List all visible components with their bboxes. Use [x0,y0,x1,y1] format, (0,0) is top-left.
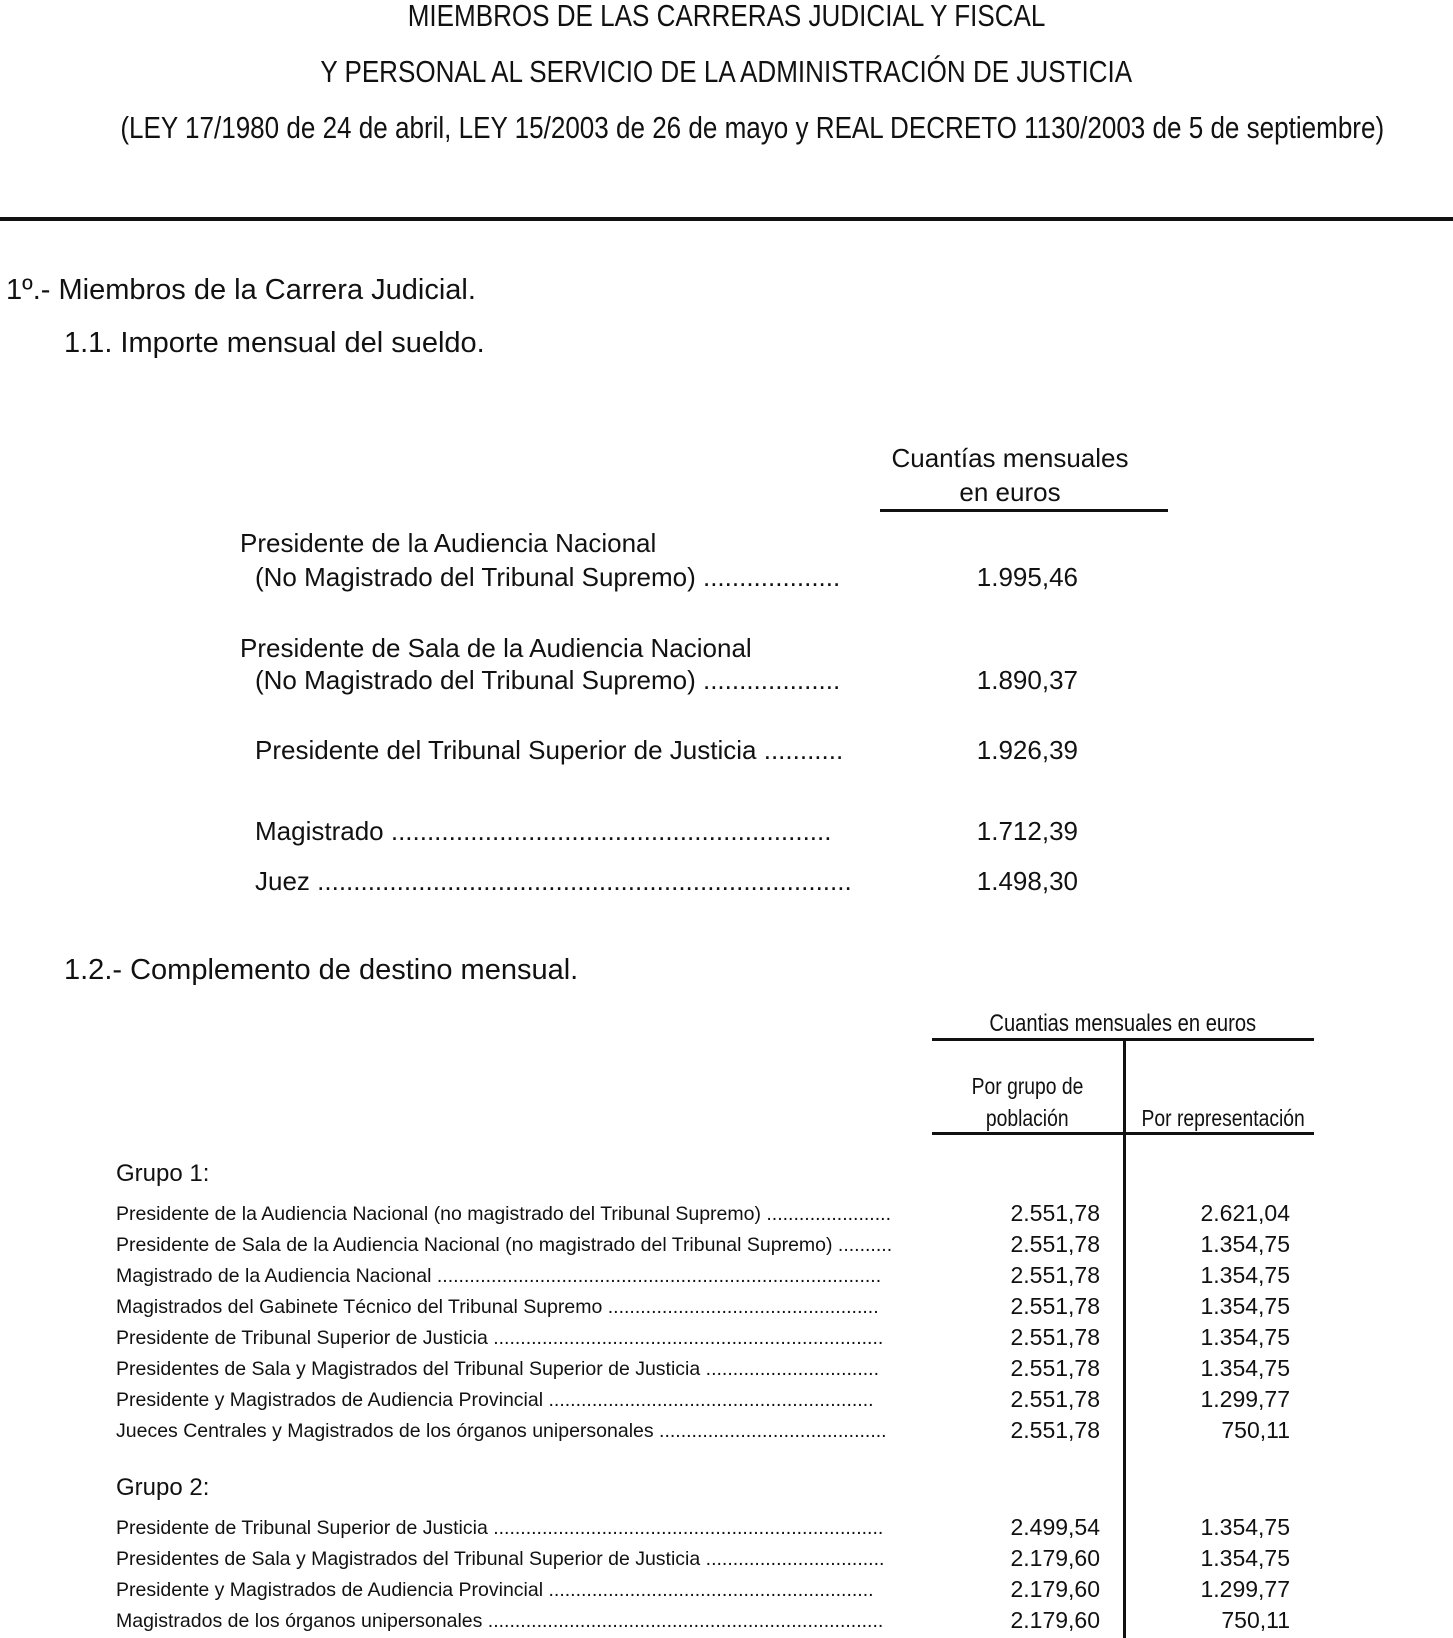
sueldo-row-label: Magistrado ............................................................. [255,816,832,846]
section-1-heading: 1º.- Miembros de la Carrera Judicial. [6,274,476,306]
destino-row-poblacion: 2.551,78 [1010,1231,1100,1257]
sueldo-row-value: 1.890,37 [976,665,1078,695]
destino-col-representacion-header: Por representación [1141,1105,1305,1131]
destino-row-poblacion: 2.551,78 [1010,1262,1100,1288]
destino-row-poblacion: 2.551,78 [1010,1200,1100,1226]
destino-row-label: Presidente de la Audiencia Nacional (no magistrado del Tribunal Supremo) ....................... [116,1203,891,1225]
destino-row-representacion: 1.354,75 [1200,1231,1290,1257]
sueldo-row-label: Juez .......................................................................... [255,866,852,896]
destino-row-label: Presidentes de Sala y Magistrados del Tribunal Superior de Justicia ................................ [116,1358,880,1380]
destino-row-representacion: 1.299,77 [1200,1576,1290,1602]
destino-row-label: Presidentes de Sala y Magistrados del Tribunal Superior de Justicia ................................. [116,1548,885,1570]
destino-row-poblacion: 2.179,60 [1010,1545,1100,1571]
destino-row-label: Magistrados de los órganos unipersonales ......................................................................... [116,1610,884,1632]
sueldo-row-label-line-1: Presidente de Sala de la Audiencia Nacional [240,633,752,663]
sueldo-row-label: Presidente del Tribunal Superior de Justicia ........... [255,735,844,765]
destino-row-representacion: 1.354,75 [1200,1262,1290,1288]
destino-header-underline [932,1132,1314,1135]
destino-row-representacion: 1.354,75 [1200,1355,1290,1381]
destino-row-representacion: 1.354,75 [1200,1514,1290,1540]
destino-col-poblacion-header: Por grupo de población [971,1073,1084,1131]
destino-row-poblacion: 2.551,78 [1010,1324,1100,1350]
section-1-2-heading: 1.2.- Complemento de destino mensual. [64,954,579,986]
destino-row-representacion: 1.354,75 [1200,1293,1290,1319]
sueldo-row-label-line-2: (No Magistrado del Tribunal Supremo) ................... [255,665,841,695]
destino-row-label: Presidente de Tribunal Superior de Justicia ........................................................................ [116,1517,884,1539]
section-1-1-heading: 1.1. Importe mensual del sueldo. [64,327,485,359]
destino-row-representacion: 1.354,75 [1200,1545,1290,1571]
destino-row-poblacion: 2.551,78 [1010,1386,1100,1412]
grupo-2-heading: Grupo 2: [116,1474,210,1501]
sueldo-row-value: 1.712,39 [976,816,1078,846]
document-title-line-1: MIEMBROS DE LAS CARRERAS JUDICIAL Y FISCAL [407,0,1046,33]
destino-row-label: Presidente de Sala de la Audiencia Nacional (no magistrado del Tribunal Supremo) .......... [116,1234,893,1256]
destino-group-header: Cuantias mensuales en euros [989,1010,1257,1037]
destino-row-label: Presidente y Magistrados de Audiencia Provincial ............................................................ [116,1579,874,1601]
destino-row-poblacion: 2.551,78 [1010,1293,1100,1319]
destino-row-poblacion: 2.551,78 [1010,1417,1100,1443]
destino-row-representacion: 1.299,77 [1200,1386,1290,1412]
destino-row-representacion: 1.354,75 [1200,1324,1290,1350]
destino-row-poblacion: 2.499,54 [1010,1514,1100,1540]
destino-row-label: Presidente de Tribunal Superior de Justicia ........................................................................ [116,1327,884,1349]
destino-row-label: Magistrados del Gabinete Técnico del Tribunal Supremo .................................................. [116,1296,879,1318]
sueldo-row-value: 1.995,46 [976,562,1078,592]
destino-row-label: Magistrado de la Audiencia Nacional .................................................................................. [116,1265,882,1287]
sueldo-column-header-line-2: en euros [959,477,1061,507]
header-divider [0,217,1453,221]
sueldo-row-value: 1.498,30 [976,866,1078,896]
destino-row-representacion: 2.621,04 [1200,1200,1290,1226]
destino-row-poblacion: 2.179,60 [1010,1576,1100,1602]
destino-row-label: Presidente y Magistrados de Audiencia Provincial ............................................................ [116,1389,874,1411]
document-title-line-2: Y PERSONAL AL SERVICIO DE LA ADMINISTRACIÓN DE JUSTICIA [320,54,1133,89]
sueldo-row-label-line-2: (No Magistrado del Tribunal Supremo) ................... [255,562,841,592]
sueldo-row-value: 1.926,39 [976,735,1078,765]
sueldo-column-header-underline [880,509,1168,512]
destino-row-representacion: 750,11 [1221,1607,1290,1633]
destino-row-label: Jueces Centrales y Magistrados de los órganos unipersonales .......................................... [116,1420,887,1442]
destino-row-poblacion: 2.551,78 [1010,1355,1100,1381]
document-legal-reference: (LEY 17/1980 de 24 de abril, LEY 15/2003 de 26 de mayo y REAL DECRETO 1130/2003 de 5 de septiembre) [120,110,1385,145]
destino-row-representacion: 750,11 [1221,1417,1290,1443]
grupo-1-heading: Grupo 1: [116,1160,210,1187]
destino-row-poblacion: 2.179,60 [1010,1607,1100,1633]
sueldo-column-header-line-1: Cuantías mensuales [891,443,1129,473]
sueldo-row-label-line-1: Presidente de la Audiencia Nacional [240,528,657,558]
